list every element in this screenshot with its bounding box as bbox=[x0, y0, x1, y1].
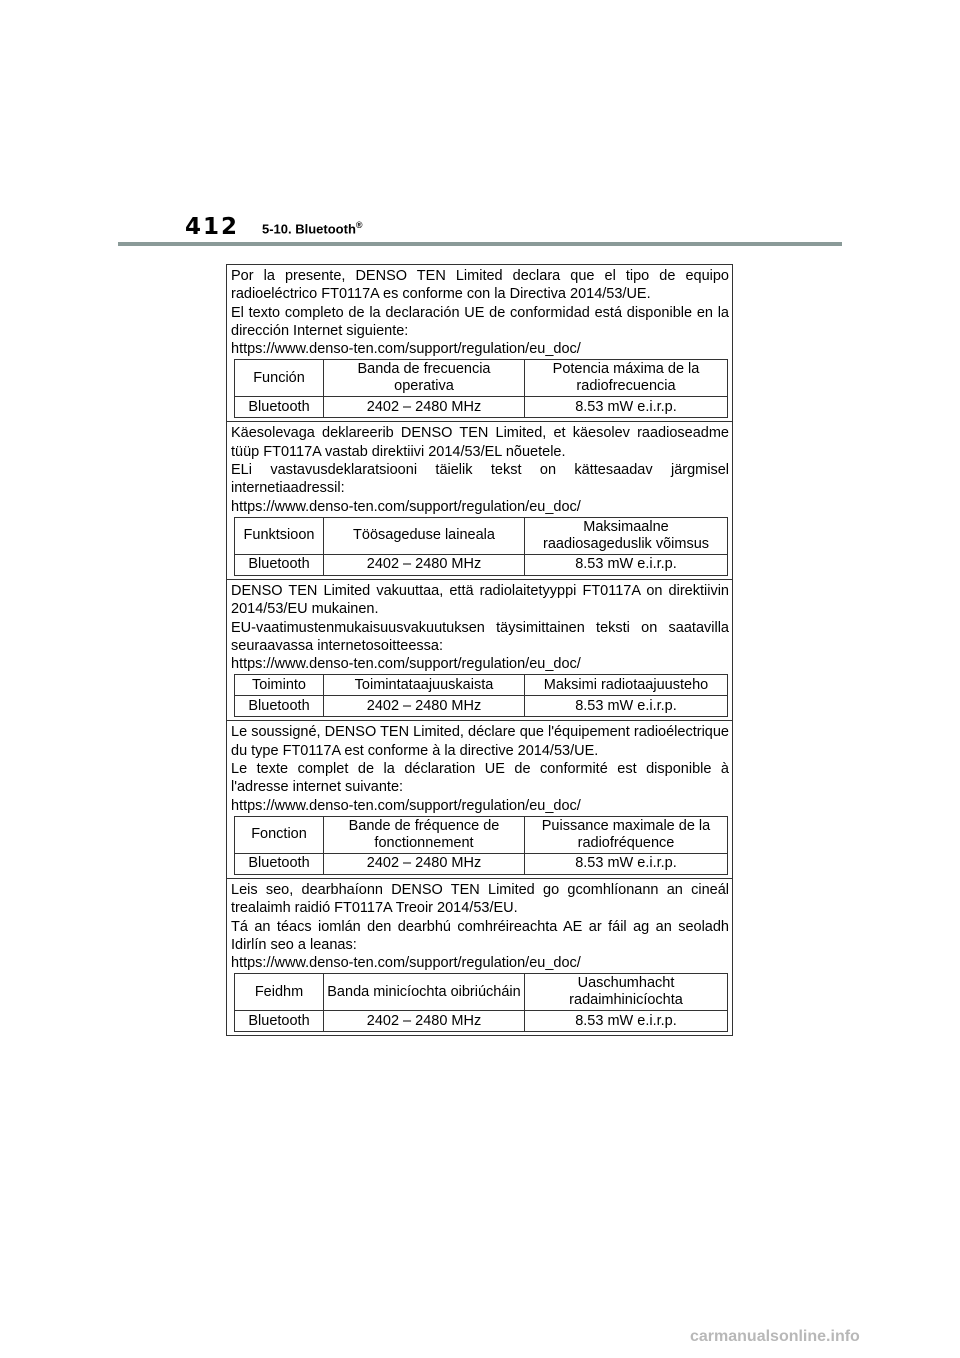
section-title-text: 5-10. Bluetooth bbox=[262, 221, 356, 237]
declaration-paragraph: Tá an téacs iomlán den dearbhú comhréireachta AE ar fáil ag an seoladh Idirlín seo a leanas: bbox=[231, 918, 729, 953]
table-cell: 8.53 mW e.i.r.p. bbox=[525, 397, 728, 418]
frequency-table bbox=[234, 973, 728, 1032]
table-cell: Bluetooth bbox=[235, 853, 324, 874]
table-cell: 2402 – 2480 MHz bbox=[324, 1011, 525, 1032]
page-number: 412 bbox=[185, 214, 240, 240]
table-header-cell: Toiminto bbox=[235, 675, 324, 696]
declaration-paragraph: Le texte complet de la déclaration UE de conformité est disponible à l'adresse internet suivante: bbox=[231, 761, 729, 796]
declaration-paragraph: Käesolevaga deklareerib DENSO TEN Limited, et käesolev raadioseadme tüüp FT0117A vastab direktiivi 2014/53/EL nõuetele. bbox=[231, 425, 729, 460]
declaration-block-ga bbox=[227, 878, 732, 1035]
table-cell: Bluetooth bbox=[235, 1011, 324, 1032]
declaration-paragraph: Le soussigné, DENSO TEN Limited, déclare que l'équipement radioélectrique du type FT0117A est conforme à la directive 2014/53/UE. bbox=[231, 724, 729, 759]
table-header-cell: Potencia máxima de la radiofrecuencia bbox=[525, 360, 728, 397]
declaration-paragraph: EU-vaatimustenmukaisuusvakuutuksen täysimittainen teksti on saatavilla seuraavassa internetosoitteessa: bbox=[231, 619, 729, 654]
table-header-row bbox=[235, 816, 728, 853]
table-cell: Bluetooth bbox=[235, 554, 324, 575]
table-header-cell: Banda de frecuencia operativa bbox=[324, 360, 525, 397]
table-cell: 8.53 mW e.i.r.p. bbox=[525, 1011, 728, 1032]
table-header-row bbox=[235, 675, 728, 696]
table-header-cell: Puissance maximale de la radiofréquence bbox=[525, 816, 728, 853]
table-header-cell: Maksimi radiotaajuusteho bbox=[525, 675, 728, 696]
declaration-block-fr bbox=[227, 720, 732, 877]
table-header-row bbox=[235, 974, 728, 1011]
declaration-block-es bbox=[227, 265, 732, 421]
watermark: carmanualsonline.info bbox=[690, 1328, 860, 1345]
table-row bbox=[235, 853, 728, 874]
table-header-cell: Feidhm bbox=[235, 974, 324, 1011]
declaration-url: https://www.denso-ten.com/support/regulation/eu_doc/ bbox=[231, 498, 581, 515]
table-cell: 2402 – 2480 MHz bbox=[324, 554, 525, 575]
declaration-url: https://www.denso-ten.com/support/regulation/eu_doc/ bbox=[231, 341, 581, 358]
table-cell: 8.53 mW e.i.r.p. bbox=[525, 554, 728, 575]
registered-mark: ® bbox=[355, 220, 363, 230]
table-header-row bbox=[235, 360, 728, 397]
table-cell: 2402 – 2480 MHz bbox=[324, 853, 525, 874]
table-row bbox=[235, 397, 728, 418]
table-cell: 2402 – 2480 MHz bbox=[324, 397, 525, 418]
table-header-cell: Töösageduse laineala bbox=[324, 517, 525, 554]
table-cell: Bluetooth bbox=[235, 696, 324, 717]
table-header-cell: Toimintataajuuskaista bbox=[324, 675, 525, 696]
table-header-cell: Funktsioon bbox=[235, 517, 324, 554]
declaration-paragraph: ELi vastavusdeklaratsiooni täielik tekst on kättesaadav järgmisel internetiaadressil: bbox=[231, 462, 729, 497]
frequency-table bbox=[234, 674, 728, 717]
table-cell: 2402 – 2480 MHz bbox=[324, 696, 525, 717]
frequency-table bbox=[234, 359, 728, 418]
frequency-table bbox=[234, 816, 728, 875]
table-header-cell: Fonction bbox=[235, 816, 324, 853]
declaration-paragraph: El texto completo de la declaración UE de conformidad está disponible en la dirección Internet siguiente: bbox=[231, 304, 729, 339]
frequency-table bbox=[234, 517, 728, 576]
table-cell: 8.53 mW e.i.r.p. bbox=[525, 853, 728, 874]
declaration-box bbox=[226, 264, 733, 1036]
declaration-block-et bbox=[227, 421, 732, 578]
table-cell: 8.53 mW e.i.r.p. bbox=[525, 696, 728, 717]
table-header-cell: Uaschumhacht radaimhinicíochta bbox=[525, 974, 728, 1011]
section-title bbox=[262, 220, 363, 236]
table-header-row bbox=[235, 517, 728, 554]
declaration-url: https://www.denso-ten.com/support/regulation/eu_doc/ bbox=[231, 797, 581, 814]
table-row bbox=[235, 696, 728, 717]
table-header-cell: Función bbox=[235, 360, 324, 397]
table-header-cell: Bande de fréquence de fonctionnement bbox=[324, 816, 525, 853]
header-rule bbox=[118, 242, 842, 246]
declaration-paragraph: Leis seo, dearbhaíonn DENSO TEN Limited go gcomhlíonann an cineál trealaimh raidió FT0117A Treoir 2014/53/EU. bbox=[231, 881, 729, 917]
declaration-url: https://www.denso-ten.com/support/regulation/eu_doc/ bbox=[231, 656, 581, 673]
table-row bbox=[235, 554, 728, 575]
table-header-cell: Banda minicíochta oibriúcháin bbox=[324, 974, 525, 1011]
declaration-paragraph: DENSO TEN Limited vakuuttaa, että radiolaitetyyppi FT0117A on direktiivin 2014/53/EU mukainen. bbox=[231, 582, 729, 618]
table-cell: Bluetooth bbox=[235, 397, 324, 418]
declaration-paragraph: Por la presente, DENSO TEN Limited declara que el tipo de equipo radioeléctrico FT0117A es conforme con la Directiva 2014/53/UE. bbox=[231, 268, 729, 303]
table-row bbox=[235, 1011, 728, 1032]
table-header-cell: Maksimaalne raadiosageduslik võimsus bbox=[525, 517, 728, 554]
declaration-url: https://www.denso-ten.com/support/regulation/eu_doc/ bbox=[231, 955, 581, 972]
declaration-block-fi bbox=[227, 579, 732, 720]
